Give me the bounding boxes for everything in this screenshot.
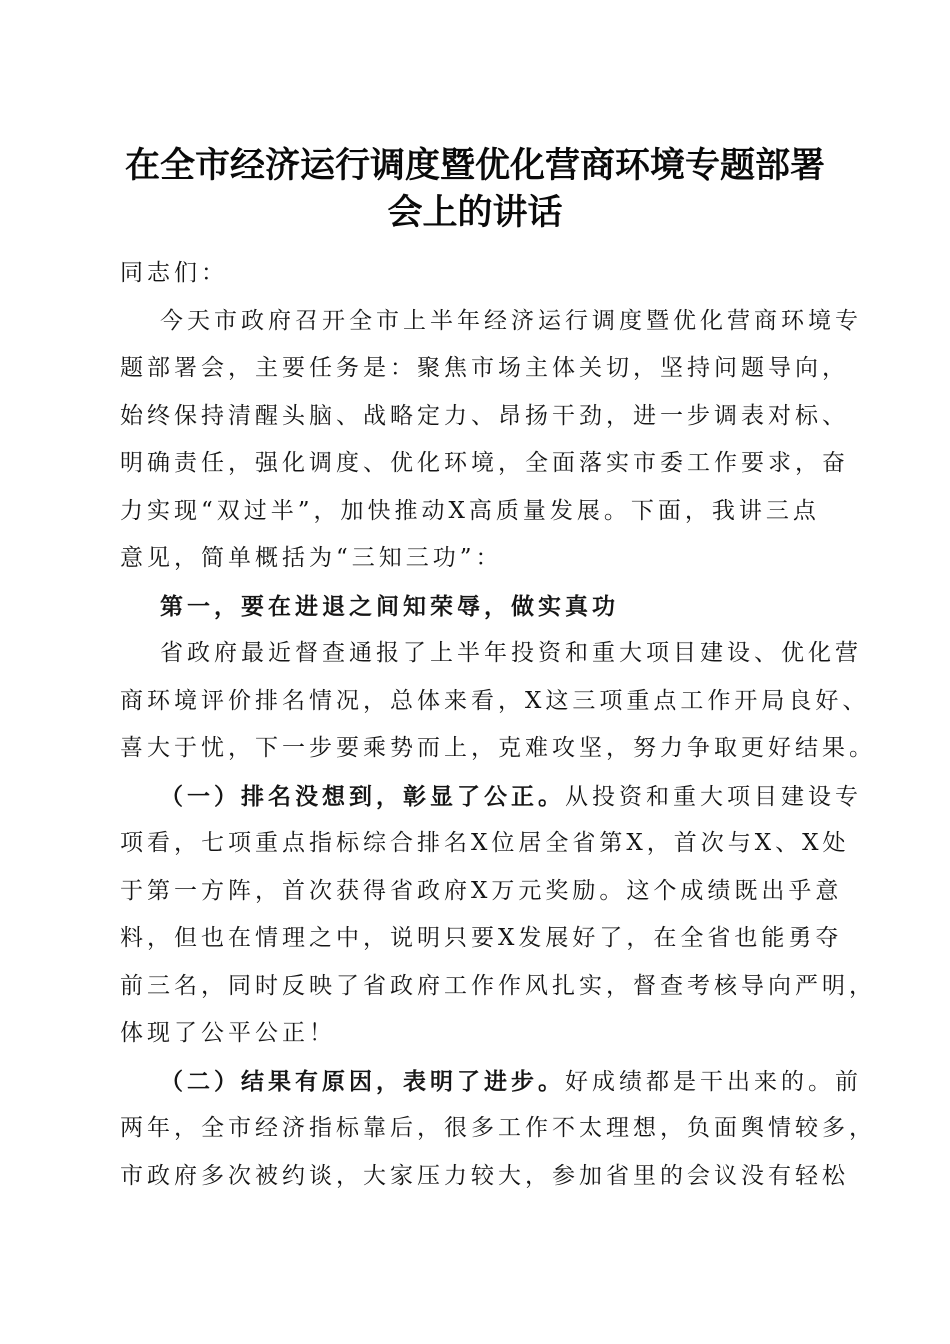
paragraph-line: 料，但也在情理之中，说明只要X发展好了，在全省也能勇夺 [120,925,843,951]
paragraph-line: 力实现“双过半”，加快推动X高质量发展。下面，我讲三点 [120,497,820,524]
document-title-line-1: 在全市经济运行调度暨优化营商环境专题部署 [124,145,825,186]
paragraph-line: 于第一方阵，首次获得省政府X万元奖励。这个成绩既出乎意 [120,877,843,904]
paragraph-text: 从投资和重大项目建设专 [565,783,862,810]
paragraph-line: 省政府最近督查通报了上半年投资和重大项目建设、优化营 [160,640,862,666]
paragraph-line: 两年，全市经济指标靠后，很多工作不太理想，负面舆情较多， [120,1115,876,1141]
paragraph-line: 市政府多次被约谈，大家压力较大，参加省里的会议没有轻松 [120,1162,849,1189]
paragraph-line: 题部署会，主要任务是：聚焦市场主体关切，坚持问题导向， [120,355,849,381]
paragraph-ranking [120,773,876,1058]
paragraph-line: 明确责任，强化调度、优化环境，全面落实市委工作要求，奋 [120,450,849,476]
paragraph-line [120,1058,862,1106]
paragraph-line: 项看，七项重点指标综合排名X位居全省第X，首次与X、X处 [120,830,850,856]
paragraph-line: 商环境评价排名情况，总体来看，X这三项重点工作开局良好、 [120,687,870,714]
paragraph-line: 喜大于忧，下一步要乘势而上，克难攻坚，努力争取更好结果。 [120,735,876,761]
paragraph-results [120,1058,876,1201]
paragraph-text: 好成绩都是干出来的。前 [565,1068,862,1095]
paragraph-line: 前三名，同时反映了省政府工作作风扎实，督查考核导向严明， [120,972,876,999]
subheading-lead: （二）结果有原因，表明了进步。 [160,1067,565,1095]
paragraph-line [120,773,862,821]
paragraph-line: 意见，简单概括为“三知三功”： [120,545,503,571]
section-heading: 第一，要在进退之间知荣辱，做实真功 [160,592,619,620]
document-title-line-2: 会上的讲话 [387,192,563,233]
subheading-lead: （一）排名没想到，彰显了公正。 [160,782,565,810]
document-body [120,250,876,1200]
paragraph-line: 体现了公平公正！ [120,1020,336,1046]
salutation: 同志们： [120,260,228,286]
paragraph-overview [120,630,876,773]
paragraph-intro [120,298,862,583]
paragraph-line: 今天市政府召开全市上半年经济运行调度暨优化营商环境专 [160,307,862,334]
paragraph-line: 始终保持清醒头脑、战略定力、昂扬干劲，进一步调表对标、 [120,402,849,429]
